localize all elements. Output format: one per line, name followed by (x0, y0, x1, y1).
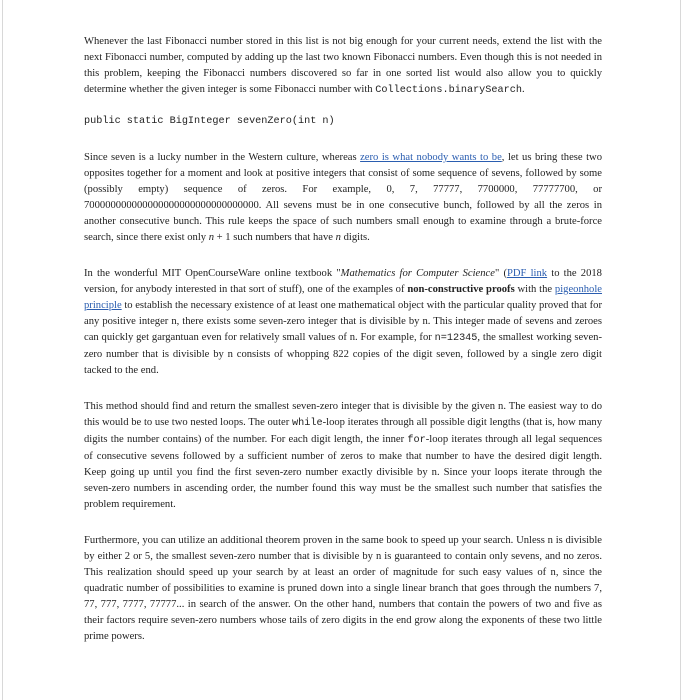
page-edge-right (680, 0, 681, 700)
method-signature: public static BigInteger sevenZero(int n) (84, 116, 335, 127)
inline-code: while (292, 418, 323, 429)
inline-code: n=12345 (434, 333, 478, 344)
inline-code: Collections.binarySearch (375, 85, 522, 96)
paragraph-method-description: This method should find and return the smallest seven-zero integer that is divisible by the given n. The easiest way to do this would be to use two nested loops. The outer while-loop iterates through all possible digit lengths (that is, how many digits the number contains) of the number. For each digit length, the inner for-loop iterates through all legal sequences of consecutive sevens followed by a sufficient number of zeros to make that number to have the desired digit length. Keep going up until you find the first seven-zero number exactly divisible by n. Since your loops iterate through the seven-zero numbers in ascending order, the number found this way must be the smallest such number that satisfies the problem requirement. (84, 401, 602, 510)
link-pigeonhole[interactable]: pigeonhole principle (84, 284, 602, 311)
link-pdf[interactable]: PDF link (507, 268, 548, 279)
page-edge-left (2, 0, 3, 700)
paragraph-fibonacci: Whenever the last Fibonacci number stored in this list is not big enough for your current needs, extend the list with the next Fibonacci number, computed by adding up the last two known Fibonacci numbers. Even though this is not needed in this problem, keeping the Fibonacci numbers discovered so far in one sorted list would also allow you to quickly determine whether the given integer is some Fibonacci number with Collections.binarySearch. (84, 36, 602, 96)
document-page (84, 34, 602, 659)
paragraph-mit-textbook: In the wonderful MIT OpenCourseWare online textbook "Mathematics for Computer Science" (PDF link to the 2018 version, for anybody interested in that sort of stuff), one of the examples of non-constructive proofs with the pigeonhole principle to establish the necessary existence of at least one mathematical object with the particular quality proved that for any positive integer n, there exists some seven-zero integer that is divisible by n. This integer made of sevens and zeroes can quickly get gargantuan even for relatively small values of n. For example, for n=12345, the smallest working seven-zero number that is divisible by n consists of whopping 822 copies of the digit seven, followed by a single zero digit tacked to the end. (84, 268, 602, 376)
inline-code: for (407, 435, 426, 446)
link-zero-nobody[interactable]: zero is what nobody wants to be (360, 152, 502, 163)
paragraph-seven-zero-intro: Since seven is a lucky number in the Western culture, whereas zero is what nobody wants to be, let us bring these two opposites together for a moment and look at positive integers that consist of some sequence of sevens, followed by some (possibly empty) sequence of zeros. For example, 0, 7, 77777, 7700000, 77777700, or 700000000000000000000000000000000. All sevens must be in one consecutive bunch, followed by all the zeros in another consecutive bunch. This rule keeps the space of such numbers small enough to examine through a brute-force search, since there exist only n + 1 such numbers that have n digits. (84, 152, 602, 243)
paragraph-speedup: Furthermore, you can utilize an additional theorem proven in the same book to speed up your search. Unless n is divisible by either 2 or 5, the smallest seven-zero number that is divisible by n is guaranteed to contain only sevens, and no zeros. This realization should speed up your search by at least an order of magnitude for such easy values of n, since the quadratic number of possibilities to examine is pruned down into a single linear branch that goes through the numbers 7, 77, 777, 7777, 77777... in search of the answer. On the other hand, numbers that contain the powers of two and five as their factors require seven-zero numbers whose tails of zero digits in the end grow along the exponents of these two little prime powers. (84, 535, 602, 642)
book-title: Mathematics for Computer Science (340, 268, 495, 279)
